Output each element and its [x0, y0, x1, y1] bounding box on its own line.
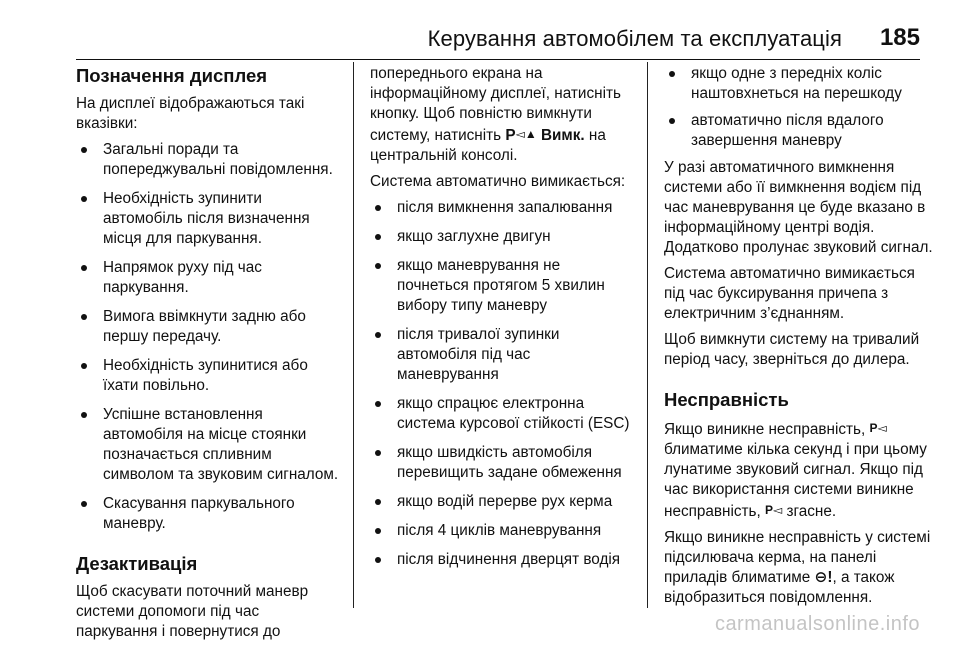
fault-text-c: згасне.: [786, 503, 837, 520]
deactivation-continued-end: на центральній консолі.: [370, 127, 606, 164]
auto-off-list: [370, 198, 632, 570]
display-items-list: [76, 140, 342, 534]
list-item: після вимкнення запалювання: [370, 198, 632, 218]
heading-display-indications: Позначення дисплея: [76, 65, 268, 86]
fault-paragraph-2: [664, 528, 934, 608]
list-item: після 4 циклів маневрування: [370, 521, 632, 541]
list-item: якщо швидкість автомобіля перевищить задане обмеження: [370, 443, 632, 483]
parking-assist-icon: P◅: [869, 421, 887, 435]
steering-fault-icon: ⊖!: [814, 569, 833, 586]
list-item: якщо маневрування не почнеться протягом 5 хвилин вибору типу маневру: [370, 256, 632, 316]
list-item: автоматично після вдалого завершення маневру: [664, 111, 934, 151]
list-item: Успішне встановлення автомобіля на місце стоянки позначається спливним символом та звуковим сигналом.: [76, 405, 342, 485]
parking-assist-icon: P◅: [765, 503, 783, 517]
list-item: якщо одне з передніх коліс наштовхнеться на перешкоду: [664, 64, 934, 104]
list-item: Вимога ввімкнути задню або першу передачу.: [76, 307, 342, 347]
auto-off-notice: У разі автоматичного вимкнення системи або її вимкнення водієм під час маневрування це буде вказано в інформаційному центрі водія. Додатково пролунає звуковий сигнал.: [664, 159, 933, 256]
list-item: Напрямок руху під час паркування.: [76, 258, 342, 298]
list-item: після відчинення дверцят водія: [370, 550, 632, 570]
auto-off-intro: Система автоматично вимикається:: [370, 173, 626, 190]
deactivation-continued-text: попереднього екрана на інформаційному дисплеї, натисніть кнопку. Щоб повністю вимкнути систему, натисніть: [370, 65, 621, 144]
list-item: якщо водій перерве рух керма: [370, 492, 632, 512]
column-1: [76, 64, 342, 648]
deactivation-text: Щоб скасувати поточний маневр системи допомоги під час паркування і повернутися до: [76, 583, 309, 640]
steering-fault-text-b: , а також відобразиться повідомлення.: [664, 569, 895, 606]
column-divider-2: [647, 62, 648, 608]
fault-text-a: Якщо виникне несправність,: [664, 421, 866, 438]
list-item: якщо спрацює електронна система курсової стійкості (ESC): [370, 394, 632, 434]
list-item: Скасування паркувального маневру.: [76, 494, 342, 534]
page-header: [0, 24, 960, 58]
steering-fault-text-a: Якщо виникне несправність у системі підсилювача керма, на панелі приладів блиматиме: [664, 529, 931, 586]
watermark: carmanualsonline.info: [714, 613, 920, 635]
off-button-label: Вимк.: [540, 127, 585, 144]
heading-deactivation: Дезактивація: [76, 553, 198, 574]
display-intro: На дисплеї відображаються такі вказівки:: [76, 95, 305, 132]
list-item: Необхідність зупинити автомобіль після визначення місця для паркування.: [76, 189, 342, 249]
auto-off-list-continued: [664, 64, 934, 151]
list-item: Загальні поради та попереджувальні повідомлення.: [76, 140, 342, 180]
column-divider-1: [353, 62, 354, 608]
header-rule: [76, 59, 920, 60]
column-2: [370, 64, 632, 579]
parking-assist-icon: P◅▲: [505, 127, 537, 144]
deactivation-continued: [370, 64, 632, 166]
fault-paragraph-1: [664, 418, 934, 522]
trailer-notice: Система автоматично вимикається під час буксирування причепа з електричним з’єднанням.: [664, 265, 915, 322]
column-3: [664, 64, 934, 614]
list-item: якщо заглухне двигун: [370, 227, 632, 247]
page-number: 185: [879, 24, 920, 51]
dealer-notice: Щоб вимкнути систему на тривалий період часу, зверніться до дилера.: [664, 331, 920, 368]
list-item: після тривалої зупинки автомобіля під час маневрування: [370, 325, 632, 385]
fault-text-b: блиматиме кілька секунд і при цьому лунатиме звуковий сигнал. Якщо під час використання системи виникне несправність,: [664, 441, 927, 520]
chapter-title: Керування автомобілем та експлуатація: [427, 26, 842, 51]
list-item: Необхідність зупинитися або їхати повільно.: [76, 356, 342, 396]
heading-fault: Несправність: [664, 389, 789, 410]
